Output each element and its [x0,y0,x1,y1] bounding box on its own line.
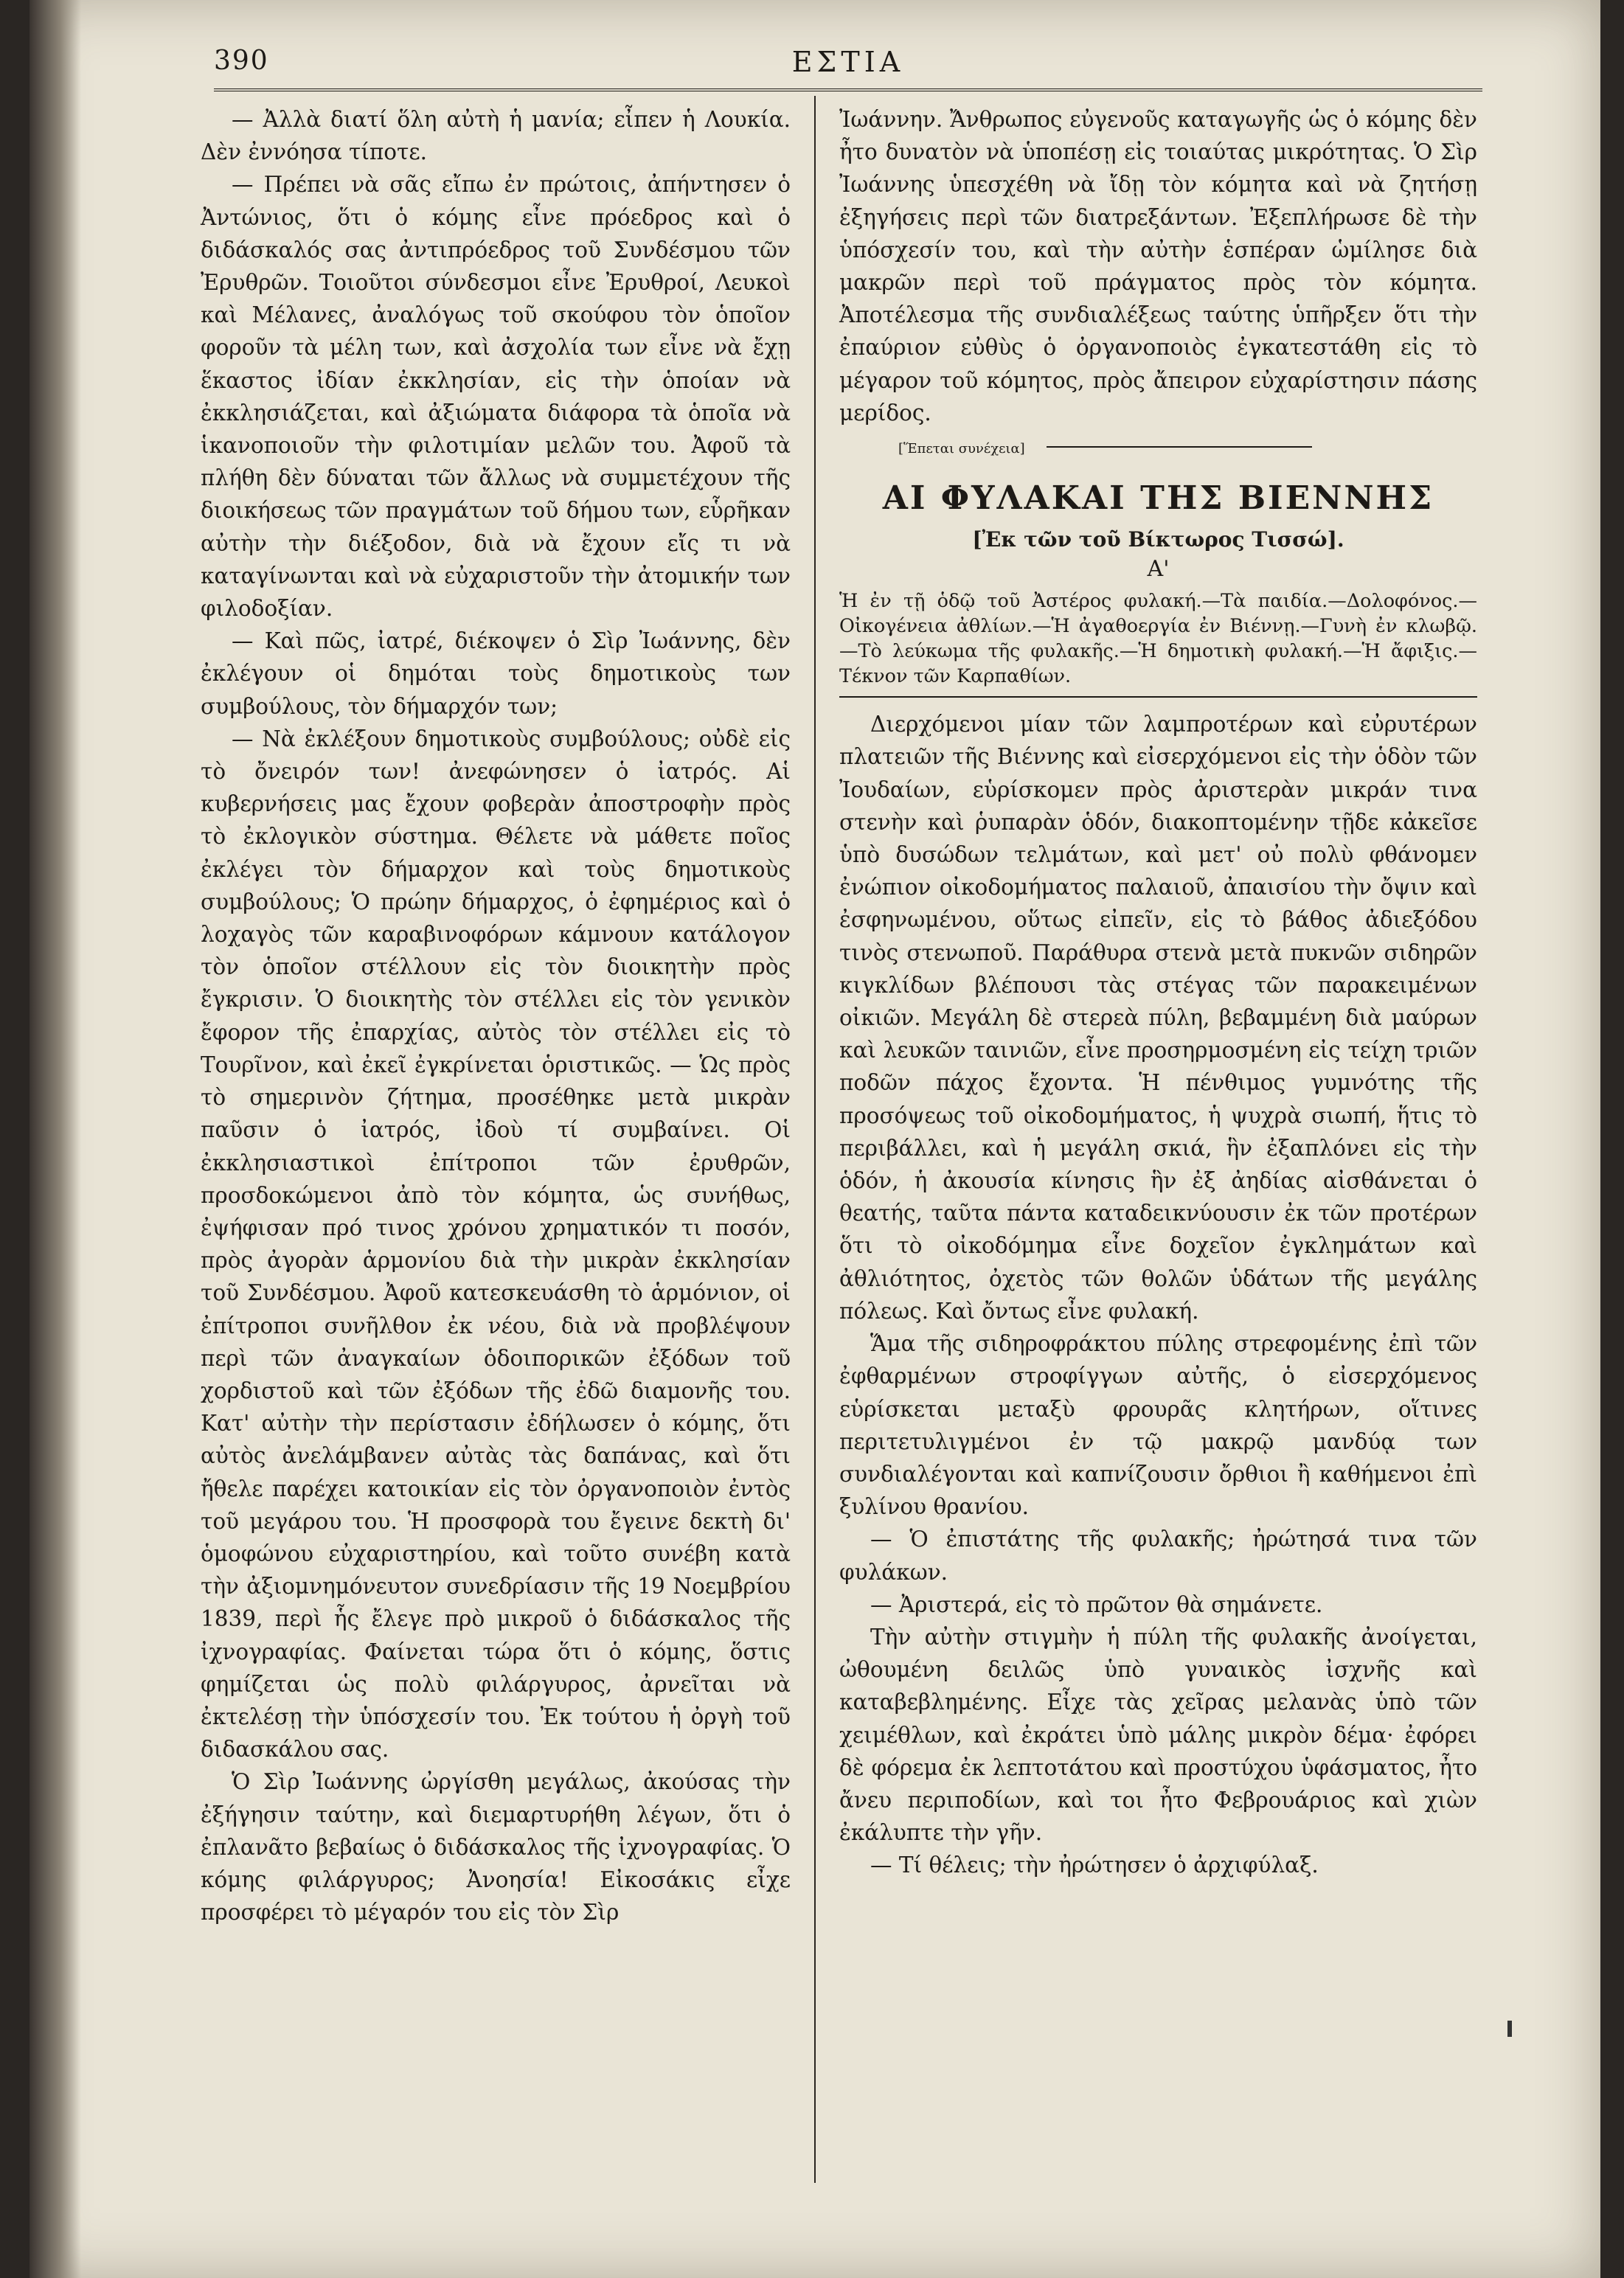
ink-speck [1507,2021,1512,2037]
right-column [839,103,1477,1882]
source-line: [Ἐκ τῶν τοῦ Βίκτωρος Τισσώ]. [972,527,1344,552]
continued-line [839,429,1477,462]
paragraph: Ὁ Σὶρ Ἰωάννης ὠργίσθη μεγάλως, ἀκούσας τὴν ἐξήγησιν ταύτην, καὶ διεμαρτυρήθη λέγων, ὅτι ὁ ἐπλανᾶτο βεβαίως ὁ διδάσκαλος τῆς ἰχνογραφίας. Ὁ κόμης φιλάργυρος; Ἀνοησία! Εἰκοσάκις εἶχε προσφέρει τὸ μέγαρόν του εἰς τὸν Σὶρ [201,1769,791,1925]
paragraph: — Καὶ πῶς, ἰατρέ, διέκοψεν ὁ Σὶρ Ἰωάννης, δὲν ἐκλέγουν οἱ δημόται τοὺς δημοτικοὺς των συμβούλους, τὸν δήμαρχόν των; [201,628,791,719]
header-rule [214,88,1482,91]
paragraph: — Ἀριστερά, εἰς τὸ πρῶτον θὰ σημάνετε. [870,1591,1323,1617]
binding-shadow [30,0,81,2278]
column-divider [814,96,816,2183]
left-column [201,103,791,1928]
chapter-summary: Ἡ ἐν τῇ ὁδῷ τοῦ Ἀστέρος φυλακή.—Τὰ παιδία.—Δολοφόνος.—Οἰκογένεια ἀθλίων.—Ἡ ἀγαθοεργία ἐν Βιέννῃ.—Γυνὴ ἐν κλωβῷ.—Τὸ λεύκωμα τῆς φυλακῆς.—Ἡ δημοτικὴ φυλακή.—Ἡ ἄφιξις.—Τέκνον τῶν Καρπαθίων. [839,590,1477,688]
newspaper-page [30,0,1600,2278]
chapter-number: Α' [1147,556,1170,583]
article-title: ΑΙ ΦΥΛΑΚΑΙ ΤΗΣ ΒΙΕΝΝΗΣ [882,479,1434,518]
paragraph: Τὴν αὐτὴν στιγμὴν ἡ πύλη τῆς φυλακῆς ἀνοίγεται, ὠθουμένη δειλῶς ὑπὸ γυναικὸς ἰσχνῆς καὶ καταβεβλημένης. Εἶχε τὰς χεῖρας μελανὰς ὑπὸ τῶν χειμέθλων, καὶ ἐκράτει ὑπὸ μάλης μικρὸν δέμα· ἐφόρει δὲ φόρεμα ἐκ λεπτοτάτου καὶ προστύχου ὑφάσματος, ἦτο ἄνευ περιποδίων, καὶ τοι ἦτο Φεβρουάριος καὶ χιὼν ἐκάλυπτε τὴν γῆν. [839,1624,1477,1846]
summary-rule [839,696,1477,698]
paragraph: Διερχόμενοι μίαν τῶν λαμπροτέρων καὶ εὐρυτέρων πλατειῶν τῆς Βιέννης καὶ εἰσερχόμενοι εἰς τὴν ὁδὸν τῶν Ἰουδαίων, εὑρίσκομεν πρὸς ἀριστερὰν μικράν τινα στενὴν καὶ ῥυπαρὰν ὁδόν, διακοπτομένην τῇδε κἀκεῖσε ὑπὸ δυσώδων τελμάτων, καὶ μετ' οὐ πολὺ φθάνομεν ἐνώπιον οἰκοδομήματος παλαιοῦ, ἀπαισίου τὴν ὄψιν καὶ ἐσφηνωμένου, οὕτως εἰπεῖν, εἰς τὸ βάθος ἀδιεξόδου τινὸς στενωποῦ. Παράθυρα στενὰ μετὰ πυκνῶν σιδηρῶν κιγκλίδων βλέπουσι τὰς στέγας τῶν παρακειμένων οἰκιῶν. Μεγάλη δὲ στερεὰ πύλη, βεβαμμένη διὰ μαύρων καὶ λευκῶν ταινιῶν, εἶνε προσηρμοσμένη εἰς τείχη τριῶν ποδῶν πάχος ἔχοντα. Ἡ πένθιμος γυμνότης τῆς προσόψεως τοῦ οἰκοδομήματος, ἡ ψυχρὰ σιωπή, ἥτις τὸ περιβάλλει, καὶ ἡ μεγάλη σκιά, ἣν ἐξαπλόνει εἰς τὴν ὁδόν, ἡ ἀκουσία κίνησις ἣν ἐξ ἀηδίας αἰσθάνεται ὁ θεατής, ταῦτα πάντα καταδεικνύουσιν ἐκ τῶν προτέρων ὅτι τὸ οἰκοδόμημα εἶνε δοχεῖον ἐγκλημάτων καὶ ἀθλιότητος, ὀχετὸς τῶν θολῶν ὑδάτων τῆς μεγάλης πόλεως. Καὶ ὄντως εἶνε φυλακή. [839,712,1477,1324]
page-number: 390 [214,46,269,76]
paragraph: — Ἀλλὰ διατί ὅλη αὐτὴ ἡ μανία; εἶπεν ἡ Λουκία. Δὲν ἐννόησα τίποτε. [201,107,791,165]
journal-title: ΕΣΤΙΑ [791,46,905,78]
continued-note: [Ἕπεται συνέχεια] [898,441,1025,457]
paragraph: Ἅμα τῆς σιδηροφράκτου πύλης στρεφομένης ἐπὶ τῶν ἐφθαρμένων στροφίγγων αὐτῆς, ὁ εἰσερχόμενος εὑρίσκεται μεταξὺ φρουρᾶς κλητήρων, οἵτινες περιτετυλιγμένοι ἐν τῷ μακρῷ μανδύᾳ των συνδιαλέγονται καὶ καπνίζουσιν ὄρθιοι ἢ καθήμενοι ἐπὶ ξυλίνου θρανίου. [839,1331,1477,1520]
running-head [214,46,1482,90]
paragraph: — Ὁ ἐπιστάτης τῆς φυλακῆς; ἠρώτησά τινα τῶν φυλάκων. [839,1527,1477,1585]
paragraph: — Τί θέλεις; τὴν ἠρώτησεν ὁ ἀρχιφύλαξ. [870,1852,1319,1878]
section-rule [1047,446,1312,448]
paragraph: Ἰωάννην. Ἄνθρωπος εὐγενοῦς καταγωγῆς ὡς ὁ κόμης δὲν ἦτο δυνατὸν νὰ ὑποπέσῃ εἰς τοιαύτας μικρότητας. Ὁ Σὶρ Ἰωάννης ὑπεσχέθη νὰ ἴδῃ τὸν κόμητα καὶ νὰ ζητήσῃ ἐξηγήσεις περὶ τῶν διατρεξάντων. Ἐξεπλήρωσε δὲ τὴν ὑπόσχεσίν του, καὶ τὴν αὐτὴν ἑσπέραν ὡμίλησε διὰ μακρῶν περὶ τοῦ πράγματος πρὸς τὸν κόμητα. Ἀποτέλεσμα τῆς συνδιαλέξεως ταύτης ὑπῆρξεν ὅτι τὴν ἐπαύριον εὐθὺς ὁ ὀργανοποιὸς ἐγκατεστάθη εἰς τὸ μέγαρον τοῦ κόμητος, πρὸς ἄπειρον εὐχαρίστησιν πάσης μερίδος. [839,107,1477,426]
paragraph: — Πρέπει νὰ σᾶς εἴπω ἐν πρώτοις, ἀπήντησεν ὁ Ἀντώνιος, ὅτι ὁ κόμης εἶνε πρόεδρος καὶ ὁ διδάσκαλός σας ἀντιπρόεδρος τοῦ Συνδέσμου τῶν Ἐρυθρῶν. Τοιοῦτοι σύνδεσμοι εἶνε Ἐρυθροί, Λευκοὶ καὶ Μέλανες, ἀναλόγως τοῦ σκούφου τὸν ὁποῖον φοροῦν τὰ μέλη των, καὶ ἀσχολία των εἶνε νὰ ἔχῃ ἕκαστος ἰδίαν ἐκκλησίαν, εἰς τὴν ὁποίαν νὰ ἐκκλησιάζεται, καὶ ἀξιώματα διάφορα τὰ ὁποῖα νὰ ἱκανοποιοῦν τὴν φιλοτιμίαν μελῶν του. Ἀφοῦ τὰ πλήθη δὲν δύναται τῶν ἄλλως νὰ συμμετέχουν τῆς διοικήσεως τῶν πραγμάτων τοῦ δήμου των, εὗρῆκαν αὐτὴν τὴν διέξοδον, διὰ νὰ ἔχουν εἴς τι νὰ καταγίνωνται καὶ νὰ εὐχαριστοῦν τὴν ἀτομικήν των φιλοδοξίαν. [201,172,791,622]
paragraph: — Νὰ ἐκλέξουν δημοτικοὺς συμβούλους; οὐδὲ εἰς τὸ ὄνειρόν των! ἀνεφώνησεν ὁ ἰατρός. Αἱ κυβερνήσεις μας ἔχουν φοβερὰν ἀποστροφὴν πρὸς τὸ ἐκλογικὸν σύστημα. Θέλετε νὰ μάθετε ποῖος ἐκλέγει τὸν δήμαρχον καὶ τοὺς δημοτικοὺς συμβούλους; Ὁ πρώην δήμαρχος, ὁ ἐφημέριος καὶ ὁ λοχαγὸς τῶν καραβινοφόρων κάμνουν κατάλογον τὸν ὁποῖον στέλλουν εἰς τὸν διοικητὴν πρὸς ἔγκρισιν. Ὁ διοικητὴς τὸν στέλλει εἰς τὸν γενικὸν ἔφορον τῆς ἐπαρχίας, αὐτὸς τὸν στέλλει εἰς τὸ Τουρῖνον, καὶ ἐκεῖ ἐγκρίνεται ὁριστικῶς. — Ὡς πρὸς τὸ σημερινὸν ζήτημα, προσέθηκε μετὰ μικρὰν παῦσιν ὁ ἰατρός, ἰδοὺ τί συμβαίνει. Οἱ ἐκκλησιαστικοὶ ἐπίτροποι τῶν ἐρυθρῶν, προσδοκώμενοι ἀπὸ τὸν κόμητα, ὡς συνήθως, ἐψήφισαν πρό τινος χρόνου χρηματικόν τι ποσόν, πρὸς ἀγορὰν ἁρμονίου διὰ τὴν μικρὰν ἐκκλησίαν τοῦ Συνδέσμου. Ἀφοῦ κατεσκευάσθη τὸ ἁρμόνιον, οἱ ἐπίτροποι συνῆλθον ἐκ νέου, διὰ νὰ προβλέψουν περὶ τῶν ἀναγκαίων ὁδοιπορικῶν ἐξόδων τοῦ χορδιστοῦ καὶ τῶν ἐξόδων τῆς ἐδῶ διαμονῆς του. Κατ' αὐτὴν τὴν περίστασιν ἐδήλωσεν ὁ κόμης, ὅτι αὐτὸς ἀνελάμβανεν αὐτὰς τὰς δαπάνας, καὶ ὅτι ἤθελε παρέχει κατοικίαν εἰς τὸν ὀργανοποιὸν ἐντὸς τοῦ μεγάρου του. Ἡ προσφορὰ του ἔγεινε δεκτὴ δι' ὁμοφώνου εὐχαριστηρίου, καὶ τοῦτο συνέβη κατὰ τὴν ἀξιομνημόνευτον συνεδρίασιν τῆς 19 Νοεμβρίου 1839, περὶ ἧς ἔλεγε πρὸ μικροῦ ὁ διδάσκαλος τῆς ἰχνογραφίας. Φαίνεται τώρα ὅτι ὁ κόμης, ὅστις φημίζεται ὡς πολὺ φιλάργυρος, ἀρνεῖται νὰ ἐκτελέσῃ τὴν ὑπόσχεσίν του. Ἐκ τούτου ἡ ὀργὴ τοῦ διδασκάλου σας. [201,726,791,1763]
